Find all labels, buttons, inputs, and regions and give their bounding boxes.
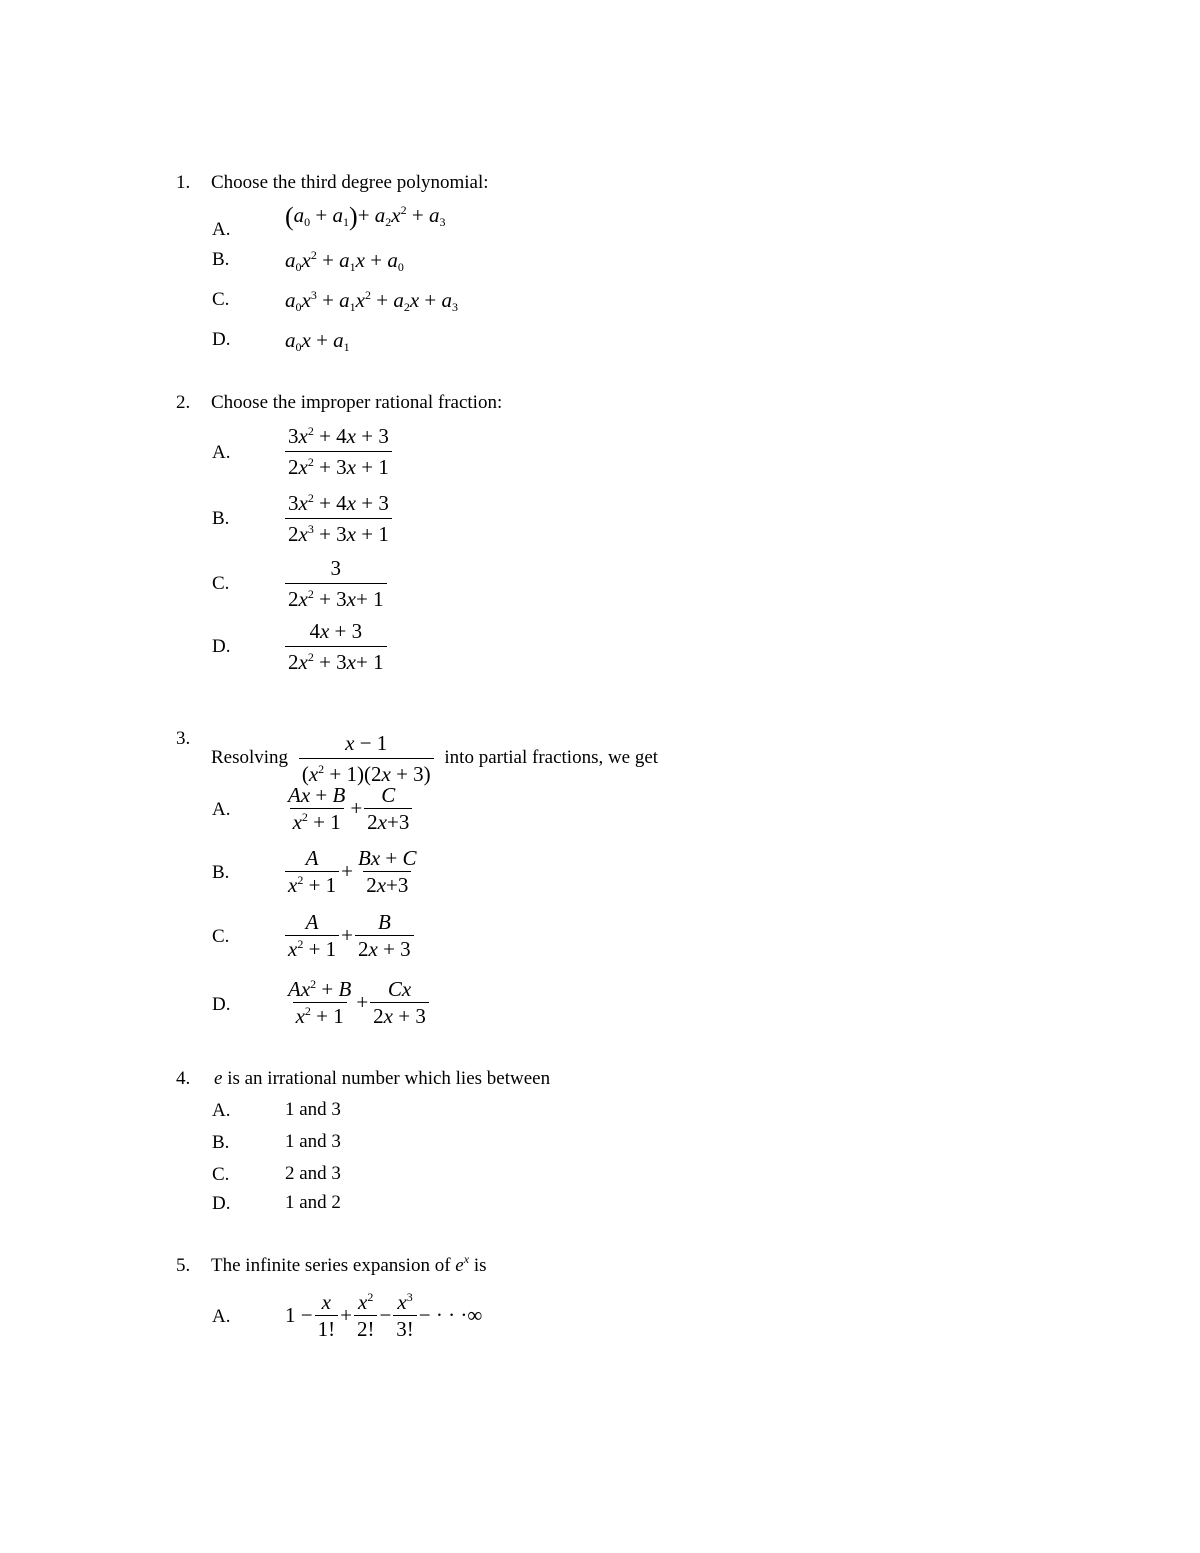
option-expression: $\frac{3x^2 + 4x + 3}{2x^2 + 3x + 1}$ (285, 421, 392, 482)
option-label[interactable]: A. (212, 1100, 231, 1121)
question-text: Choose the improper rational fraction: (211, 392, 503, 413)
option-value: 1 and 2 (285, 1192, 341, 1213)
question-text-before: The infinite series expansion of (211, 1255, 451, 1276)
option-value: 1 and 3 (285, 1099, 341, 1120)
option-label[interactable]: B. (212, 508, 230, 529)
question-text: Choose the third degree polynomial: (211, 172, 489, 193)
option-label[interactable]: A. (212, 219, 231, 240)
option-label[interactable]: C. (212, 1164, 230, 1185)
option-label[interactable]: D. (212, 636, 231, 657)
question-number: 3. (176, 728, 191, 749)
option-expression: $\frac{4x + 3}{2x^2 + 3x+ 1}$ (285, 616, 387, 677)
question-number: 4. (176, 1068, 191, 1089)
option-expression: $\frac{Ax^2 + B}{x^2 + 1}$ + $\frac{Cx}{2x + 3}$ (285, 976, 429, 1029)
question-fraction: $\frac{x - 1}{(x^2 + 1)(2x + 3)}$ (299, 728, 434, 789)
option-label[interactable]: C. (212, 289, 230, 310)
option-expression: 1 − $\frac{x}{1!}$ + $\frac{x^2}{2!}$ − $\frac{x^3}{3!}$ − · · ·∞ (285, 1290, 483, 1341)
option-expression: $a_0x^2 + a_1x + a_0$ (285, 248, 404, 274)
question-symbol: $e^x$ (455, 1252, 470, 1276)
option-label[interactable]: B. (212, 249, 230, 270)
option-value: 1 and 3 (285, 1131, 341, 1152)
question-number: 2. (176, 392, 191, 413)
option-expression: $\frac{3x^2 + 4x + 3}{2x^3 + 3x + 1}$ (285, 488, 392, 549)
option-expression: $a_0x + a_1$ (285, 328, 350, 354)
option-label[interactable]: C. (212, 926, 230, 947)
question-text-after: into partial fractions, we get (444, 746, 659, 768)
question-text-after: is (473, 1255, 487, 1276)
option-expression: $\frac{Ax + B}{x^2 + 1}$ + $\frac{C}{2x+3}$ (285, 782, 412, 835)
option-label[interactable]: A. (212, 442, 231, 463)
question-text-main: is an irrational number which lies between (227, 1068, 551, 1089)
option-value: 2 and 3 (285, 1163, 341, 1184)
option-expression: $a_0x^3 + a_1x^2 + a_2x + a_3$ (285, 288, 459, 314)
option-label[interactable]: A. (212, 1306, 231, 1327)
question-symbol: e (214, 1068, 223, 1089)
question-text (211, 728, 658, 789)
option-expression: $(a_0 + a_1)+ a_2x^2 + a_3$ (285, 202, 446, 231)
option-label[interactable]: D. (212, 1193, 231, 1214)
option-label[interactable]: C. (212, 573, 230, 594)
question-number: 1. (176, 172, 191, 193)
question-text (214, 1068, 550, 1090)
question-number: 5. (176, 1255, 191, 1276)
option-label[interactable]: D. (212, 329, 231, 350)
question-text (211, 1252, 487, 1277)
question-text-before: Resolving (211, 746, 289, 768)
option-label[interactable]: D. (212, 994, 231, 1015)
option-label[interactable]: B. (212, 862, 230, 883)
option-label[interactable]: B. (212, 1132, 230, 1153)
option-expression: $\frac{3}{2x^2 + 3x+ 1}$ (285, 553, 387, 614)
option-label[interactable]: A. (212, 799, 231, 820)
option-expression: $\frac{A}{x^2 + 1}$ + $\frac{B}{2x + 3}$ (285, 909, 414, 962)
option-expression: $\frac{A}{x^2 + 1}$ + $\frac{Bx + C}{2x+3}$ (285, 845, 420, 898)
